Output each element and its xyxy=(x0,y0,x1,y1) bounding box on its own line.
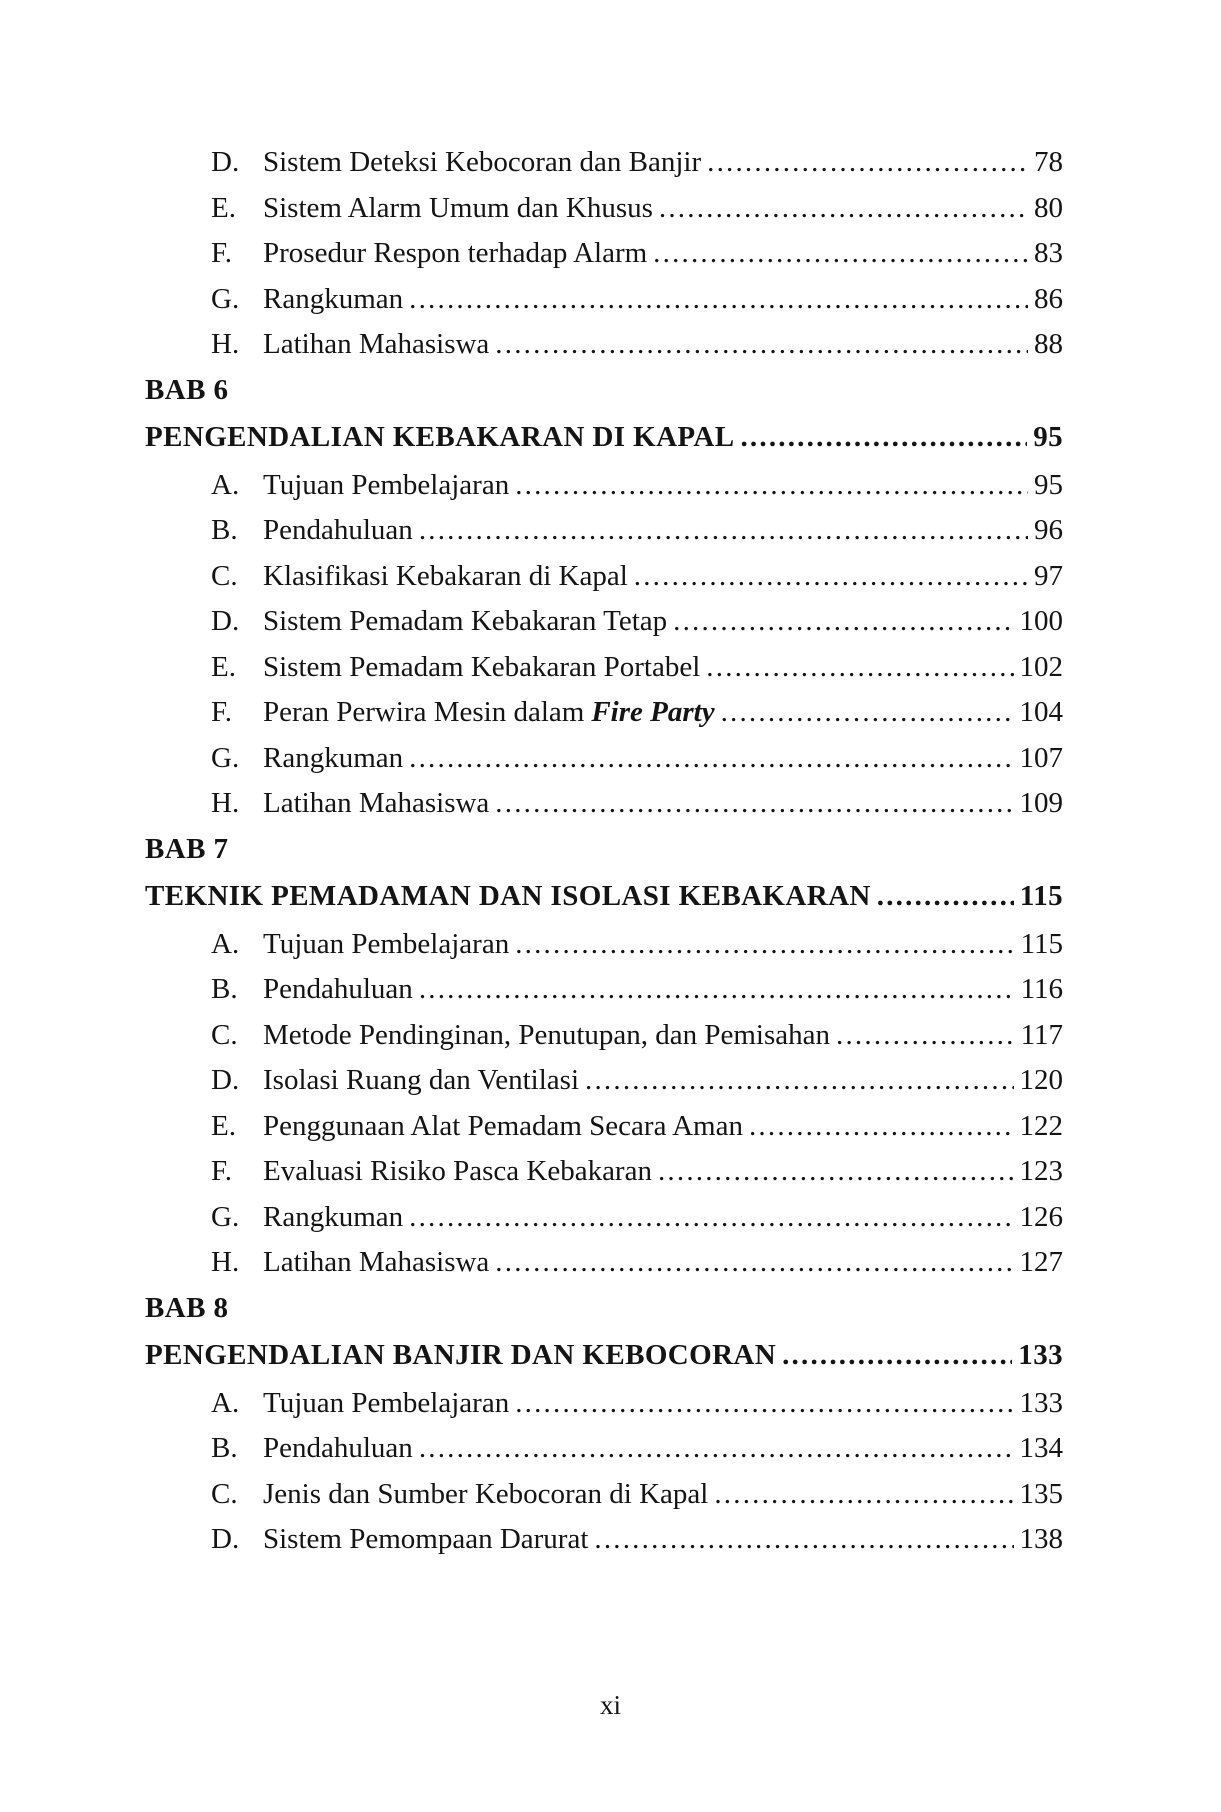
toc-page-number: 109 xyxy=(1019,787,1063,819)
toc-item-letter: H. xyxy=(211,1246,240,1278)
dot-leader xyxy=(782,1341,1012,1370)
toc-item-label: Pendahuluan xyxy=(263,1432,413,1464)
toc-item-label: Tujuan Pembelajaran xyxy=(263,1386,510,1419)
toc-item xyxy=(145,1109,1063,1142)
toc-item xyxy=(145,516,1063,545)
dot-leader xyxy=(409,1203,1013,1232)
toc-item xyxy=(145,607,1063,636)
toc-item xyxy=(145,191,1063,224)
toc-item-label: Isolasi Ruang dan Ventilasi xyxy=(263,1064,580,1096)
dot-leader xyxy=(721,698,1014,727)
toc-page-number: 107 xyxy=(1019,741,1063,774)
chapter-title: PENGENDALIAN KEBAKARAN DI KAPAL xyxy=(145,420,735,453)
toc-item xyxy=(145,650,1063,683)
dot-leader xyxy=(877,882,1014,911)
bab-heading-label: BAB 8 xyxy=(145,1291,229,1324)
dot-leader xyxy=(707,148,1028,177)
toc-page-number: 80 xyxy=(1034,191,1063,224)
toc-item-label: Sistem Pemompaan Darurat xyxy=(263,1523,589,1555)
bab-heading-label: BAB 7 xyxy=(145,832,229,865)
toc-item xyxy=(145,468,1063,501)
toc-page-number: 115 xyxy=(1020,927,1063,960)
toc-item-letter: B. xyxy=(211,1432,238,1464)
dot-leader xyxy=(419,516,1028,545)
toc-item xyxy=(145,330,1063,359)
bab-heading xyxy=(145,373,1063,406)
toc-item xyxy=(145,282,1063,315)
toc-page-number: 117 xyxy=(1020,1018,1063,1051)
dot-leader xyxy=(658,1157,1014,1186)
toc-page-number: 122 xyxy=(1019,1109,1063,1142)
toc-item-letter: F. xyxy=(211,1155,233,1187)
dot-leader xyxy=(634,562,1028,591)
toc-item-letter: A. xyxy=(211,1386,240,1419)
toc-item-letter: D. xyxy=(211,146,240,178)
toc-item-label: Sistem Alarm Umum dan Khusus xyxy=(263,191,653,224)
toc-page-number: 138 xyxy=(1019,1523,1063,1555)
toc-item-label: Pendahuluan xyxy=(263,514,413,546)
toc-item-label: Jenis dan Sumber Kebocoran di Kapal xyxy=(263,1477,709,1510)
toc-item xyxy=(145,1386,1063,1419)
dot-leader xyxy=(419,1434,1014,1463)
toc-item-letter: C. xyxy=(211,1018,238,1051)
toc-item xyxy=(145,1525,1063,1554)
dot-leader xyxy=(585,1066,1013,1095)
dot-leader xyxy=(409,744,1013,773)
toc-item-letter: G. xyxy=(211,1200,240,1233)
toc-item xyxy=(145,975,1063,1004)
chapter-title: PENGENDALIAN BANJIR DAN KEBOCORAN xyxy=(145,1338,777,1371)
toc-page-number: 102 xyxy=(1019,650,1063,683)
toc-item-label: Penggunaan Alat Pemadam Secara Aman xyxy=(263,1109,743,1142)
toc-page-number: 123 xyxy=(1019,1155,1063,1187)
toc-item-letter: E. xyxy=(211,650,236,683)
page-number-footer: xi xyxy=(599,1690,621,1720)
toc-item-letter: C. xyxy=(211,1477,238,1510)
toc-page-number: 86 xyxy=(1034,282,1063,315)
chapter-title-row xyxy=(145,1338,1063,1371)
toc-item xyxy=(145,239,1063,268)
toc-page-number: 133 xyxy=(1019,1386,1063,1419)
toc-item-letter: D. xyxy=(211,605,240,637)
toc-item xyxy=(145,741,1063,774)
toc-item xyxy=(145,1157,1063,1186)
toc-page-number: 126 xyxy=(1019,1200,1063,1233)
toc-page-number: 135 xyxy=(1019,1477,1063,1510)
toc-item xyxy=(145,789,1063,818)
toc-item-letter: G. xyxy=(211,741,240,774)
dot-leader xyxy=(495,789,1013,818)
toc-item-label: Rangkuman xyxy=(263,282,404,315)
chapter-title-row xyxy=(145,420,1063,453)
toc-item-letter: E. xyxy=(211,1109,236,1142)
toc-item xyxy=(145,927,1063,960)
table-of-contents xyxy=(145,148,1063,1571)
toc-item-letter: A. xyxy=(211,468,240,501)
toc-item-letter: F. xyxy=(211,696,233,728)
dot-leader xyxy=(714,1480,1013,1509)
toc-item-letter: E. xyxy=(211,191,236,224)
dot-leader xyxy=(495,330,1028,359)
toc-item-label: Latihan Mahasiswa xyxy=(263,787,490,819)
toc-page-number: 78 xyxy=(1034,146,1063,178)
dot-leader xyxy=(653,239,1028,268)
toc-item-label: Prosedur Respon terhadap Alarm xyxy=(263,237,648,269)
chapter-title: TEKNIK PEMADAMAN DAN ISOLASI KEBAKARAN xyxy=(145,879,871,912)
bab-heading xyxy=(145,832,1063,865)
toc-item-label: Pendahuluan xyxy=(263,973,413,1005)
bab-heading xyxy=(145,1291,1063,1324)
toc-item xyxy=(145,148,1063,177)
toc-page-number: 127 xyxy=(1019,1246,1063,1278)
dot-leader xyxy=(515,1389,1013,1418)
toc-item-letter: C. xyxy=(211,559,238,592)
dot-leader xyxy=(749,1112,1014,1141)
toc-item-label: Sistem Pemadam Kebakaran Portabel xyxy=(263,650,701,683)
dot-leader xyxy=(836,1021,1015,1050)
dot-leader xyxy=(706,653,1013,682)
toc-page-number: 120 xyxy=(1019,1064,1063,1096)
toc-item-label: Evaluasi Risiko Pasca Kebakaran xyxy=(263,1155,652,1187)
toc-item-label: Rangkuman xyxy=(263,741,404,774)
toc-item-letter: H. xyxy=(211,328,240,360)
dot-leader xyxy=(495,1248,1013,1277)
dot-leader xyxy=(515,471,1028,500)
toc-item-letter: D. xyxy=(211,1523,240,1555)
dot-leader xyxy=(740,423,1027,452)
toc-item-letter: G. xyxy=(211,282,240,315)
toc-item-label: Sistem Pemadam Kebakaran Tetap xyxy=(263,605,668,637)
toc-item xyxy=(145,1248,1063,1277)
toc-page-number: 100 xyxy=(1019,605,1063,637)
toc-page-number: 97 xyxy=(1034,559,1063,592)
toc-item-label: Peran Perwira Mesin dalam xyxy=(263,696,585,728)
toc-item-label: Sistem Deteksi Kebocoran dan Banjir xyxy=(263,146,702,178)
chapter-title-row xyxy=(145,879,1063,912)
dot-leader xyxy=(419,975,1015,1004)
toc-item-label: Latihan Mahasiswa xyxy=(263,328,490,360)
toc-item-label: Latihan Mahasiswa xyxy=(263,1246,490,1278)
toc-item xyxy=(145,1200,1063,1233)
toc-item-label-emphasis: Fire Party xyxy=(591,696,715,728)
dot-leader xyxy=(594,1525,1013,1554)
bab-heading-label: BAB 6 xyxy=(145,373,229,406)
toc-item xyxy=(145,1434,1063,1463)
toc-page-number: 95 xyxy=(1034,468,1063,501)
toc-item-letter: A. xyxy=(211,927,240,960)
toc-item xyxy=(145,1477,1063,1510)
toc-page-number: 88 xyxy=(1034,328,1063,360)
toc-item-letter: B. xyxy=(211,514,238,546)
toc-item-label: Metode Pendinginan, Penutupan, dan Pemisahan xyxy=(263,1018,831,1051)
toc-page-number: 96 xyxy=(1034,514,1063,546)
toc-item-letter: F. xyxy=(211,237,233,269)
toc-item-letter: H. xyxy=(211,787,240,819)
toc-item xyxy=(145,698,1063,727)
dot-leader xyxy=(409,285,1028,314)
toc-item-label: Rangkuman xyxy=(263,1200,404,1233)
dot-leader xyxy=(673,607,1013,636)
toc-page-number: 104 xyxy=(1019,696,1063,728)
toc-item-label: Tujuan Pembelajaran xyxy=(263,468,510,501)
toc-item xyxy=(145,1018,1063,1051)
dot-leader xyxy=(515,930,1014,959)
toc-item xyxy=(145,1066,1063,1095)
dot-leader xyxy=(659,194,1028,223)
toc-item-letter: D. xyxy=(211,1064,240,1096)
toc-item xyxy=(145,559,1063,592)
toc-page-number: 134 xyxy=(1019,1432,1063,1464)
toc-page-number: 133 xyxy=(1018,1338,1063,1371)
toc-page-number: 83 xyxy=(1034,237,1063,269)
toc-item-label: Klasifikasi Kebakaran di Kapal xyxy=(263,559,628,592)
toc-item-letter: B. xyxy=(211,973,238,1005)
toc-item-label: Tujuan Pembelajaran xyxy=(263,927,510,960)
toc-page-number: 95 xyxy=(1033,420,1063,453)
toc-page-number: 115 xyxy=(1019,879,1063,912)
toc-page-number: 116 xyxy=(1020,973,1063,1005)
